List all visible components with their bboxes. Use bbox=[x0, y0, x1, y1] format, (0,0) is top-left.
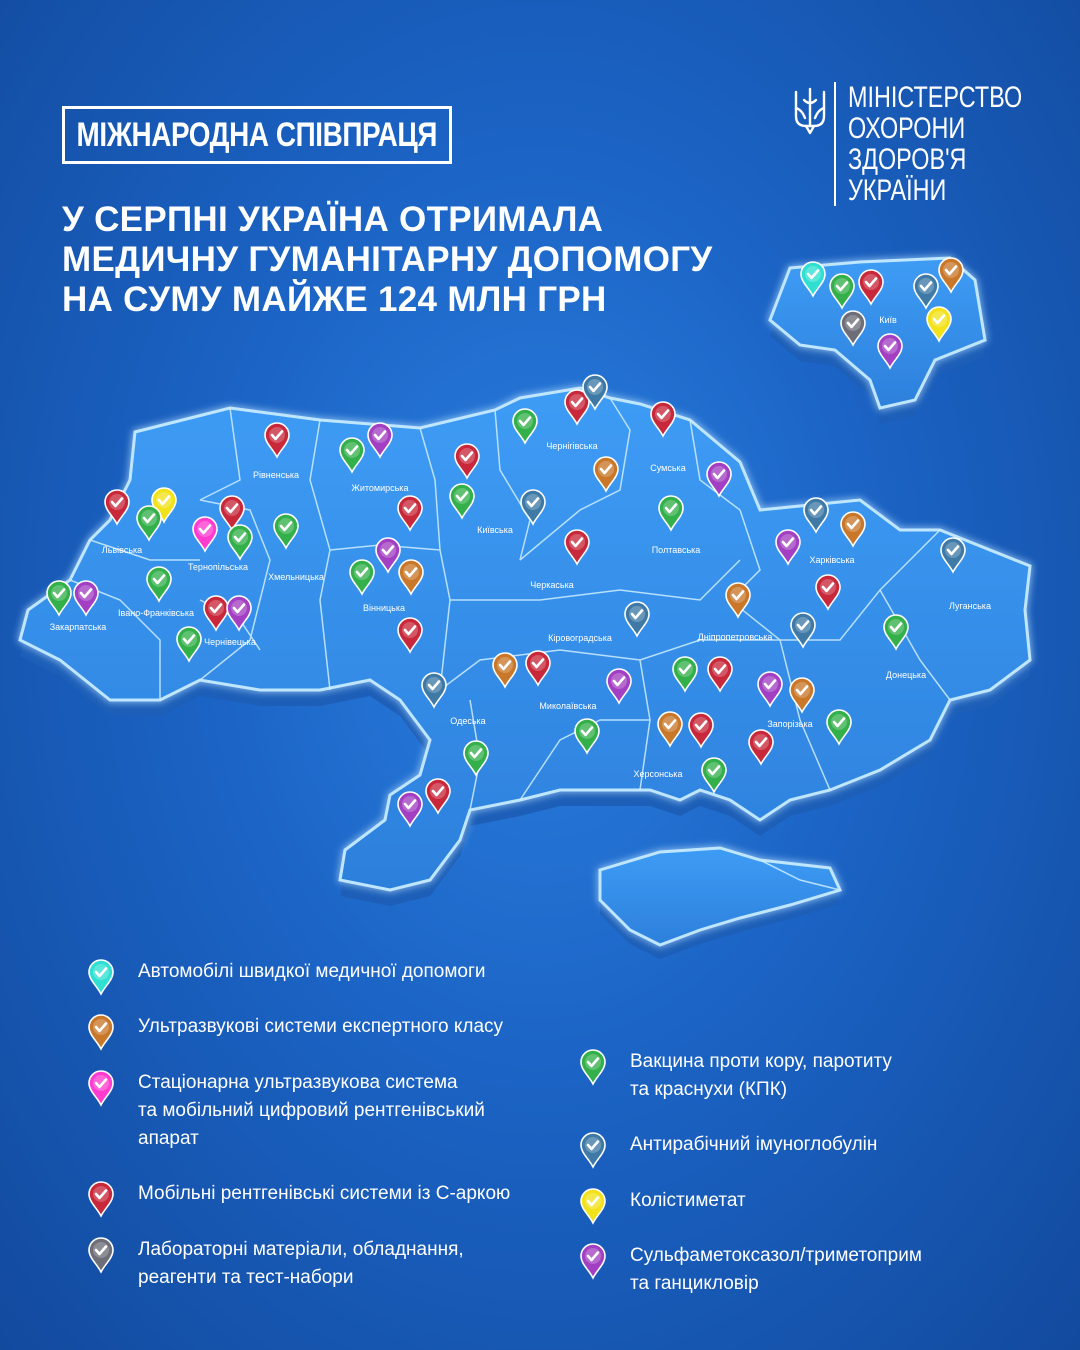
legend-label-sulfamethoxazole: Сульфаметоксазол/триметоприм та ганцикловір bbox=[630, 1245, 922, 1294]
headline-line-1: У СЕРПНІ УКРАЇНА ОТРИМАЛА bbox=[62, 200, 604, 239]
map-pin-icon bbox=[86, 1180, 116, 1218]
ministry-line-3: ЗДОРОВ'Я bbox=[848, 143, 967, 176]
ministry-line-4: УКРАЇНИ bbox=[848, 174, 947, 207]
region-label-volyn-rivne: Рівненська bbox=[252, 470, 300, 480]
region-label-khmelnytskyi: Хмельницька bbox=[268, 572, 324, 582]
map-pin-icon bbox=[578, 1048, 608, 1086]
legend-item-sulfamethoxazole bbox=[578, 1242, 922, 1298]
legend-label-c-arm: Мобільні рентгенівські системи із С-аркою bbox=[138, 1183, 511, 1204]
ministry-line-2: ОХОРОНИ bbox=[848, 112, 966, 145]
region-label-kherson: Херсонська bbox=[633, 769, 683, 779]
map-pin-icon bbox=[86, 1236, 116, 1274]
kyiv-inset-label: Київ bbox=[879, 315, 897, 325]
region-label-lviv: Львівська bbox=[101, 545, 143, 555]
headline-line-2: МЕДИЧНУ ГУМАНІТАРНУ ДОПОМОГУ bbox=[62, 240, 713, 279]
legend-item-ambulances bbox=[86, 958, 486, 996]
ministry-line-1: МІНІСТЕРСТВО bbox=[848, 81, 1023, 114]
legend-label-lab-materials: Лабораторні матеріали, обладнання, реагенти та тест-набори bbox=[138, 1239, 464, 1288]
region-label-kharkiv: Харківська bbox=[809, 555, 855, 565]
legend-label-rabies-immunoglobulin: Антирабічний імуноглобулін bbox=[630, 1134, 878, 1155]
legend-item-rabies-immunoglobulin bbox=[578, 1131, 877, 1169]
legend-item-colistimethate bbox=[578, 1187, 746, 1225]
section-tag-text: МІЖНАРОДНА СПІВПРАЦЯ bbox=[76, 115, 438, 154]
region-label-mykolaiv: Миколаївська bbox=[539, 701, 597, 711]
legend-item-ultrasound-expert bbox=[86, 1013, 503, 1051]
legend-item-c-arm bbox=[86, 1180, 510, 1218]
legend-item-stationary-ultrasound bbox=[86, 1069, 485, 1153]
region-label-ternopil: Тернопільська bbox=[187, 562, 249, 572]
region-label-kirovohrad: Кіровоградська bbox=[548, 633, 612, 643]
region-label-zaporizhzhia: Запорізька bbox=[767, 719, 813, 729]
map-pin-icon bbox=[578, 1131, 608, 1169]
legend-label-stationary-ultrasound: Стаціонарна ультразвукова система та мобільний цифровий рентгенівський апарат bbox=[138, 1072, 485, 1149]
legend-label-mmr-vaccine: Вакцина проти кору, паротиту та краснухи (КПК) bbox=[630, 1051, 892, 1100]
region-label-luhansk: Луганська bbox=[949, 601, 991, 611]
map-pin-icon bbox=[578, 1187, 608, 1225]
region-label-donetsk: Донецька bbox=[885, 670, 927, 680]
region-label-vinnytsia: Вінницька bbox=[363, 603, 405, 613]
region-label-poltava: Полтавська bbox=[651, 545, 701, 555]
legend-item-lab-materials bbox=[86, 1236, 464, 1292]
region-label-cherkasy: Черкаська bbox=[530, 580, 574, 590]
map-pin-icon bbox=[86, 958, 116, 996]
region-label-zhytomyr: Житомирська bbox=[351, 483, 409, 493]
region-label-dnipro: Дніпропетровська bbox=[697, 632, 773, 642]
region-label-zakarpattia: Закарпатська bbox=[49, 622, 107, 632]
region-label-odesa: Одеська bbox=[450, 716, 486, 726]
headline-line-3: НА СУМУ МАЙЖЕ 124 МЛН ГРН bbox=[62, 280, 607, 319]
map-pin-icon bbox=[86, 1069, 116, 1107]
legend-item-mmr-vaccine bbox=[578, 1048, 892, 1104]
legend-label-ambulances: Автомобілі швидкої медичної допомоги bbox=[138, 961, 486, 982]
map-pin-icon bbox=[86, 1013, 116, 1051]
map-pin-icon bbox=[578, 1242, 608, 1280]
legend-label-ultrasound-expert: Ультразвукові системи експертного класу bbox=[138, 1016, 504, 1037]
legend-label-colistimethate: Колістиметат bbox=[630, 1190, 746, 1211]
region-label-kyiv-region: Київська bbox=[477, 525, 513, 535]
region-label-chernihiv: Чернігівська bbox=[546, 441, 598, 451]
region-label-chernivtsi: Чернівецька bbox=[204, 637, 256, 647]
region-label-ivano-frankivsk: Івано-Франківська bbox=[118, 608, 194, 618]
region-label-sumy: Сумська bbox=[650, 463, 686, 473]
